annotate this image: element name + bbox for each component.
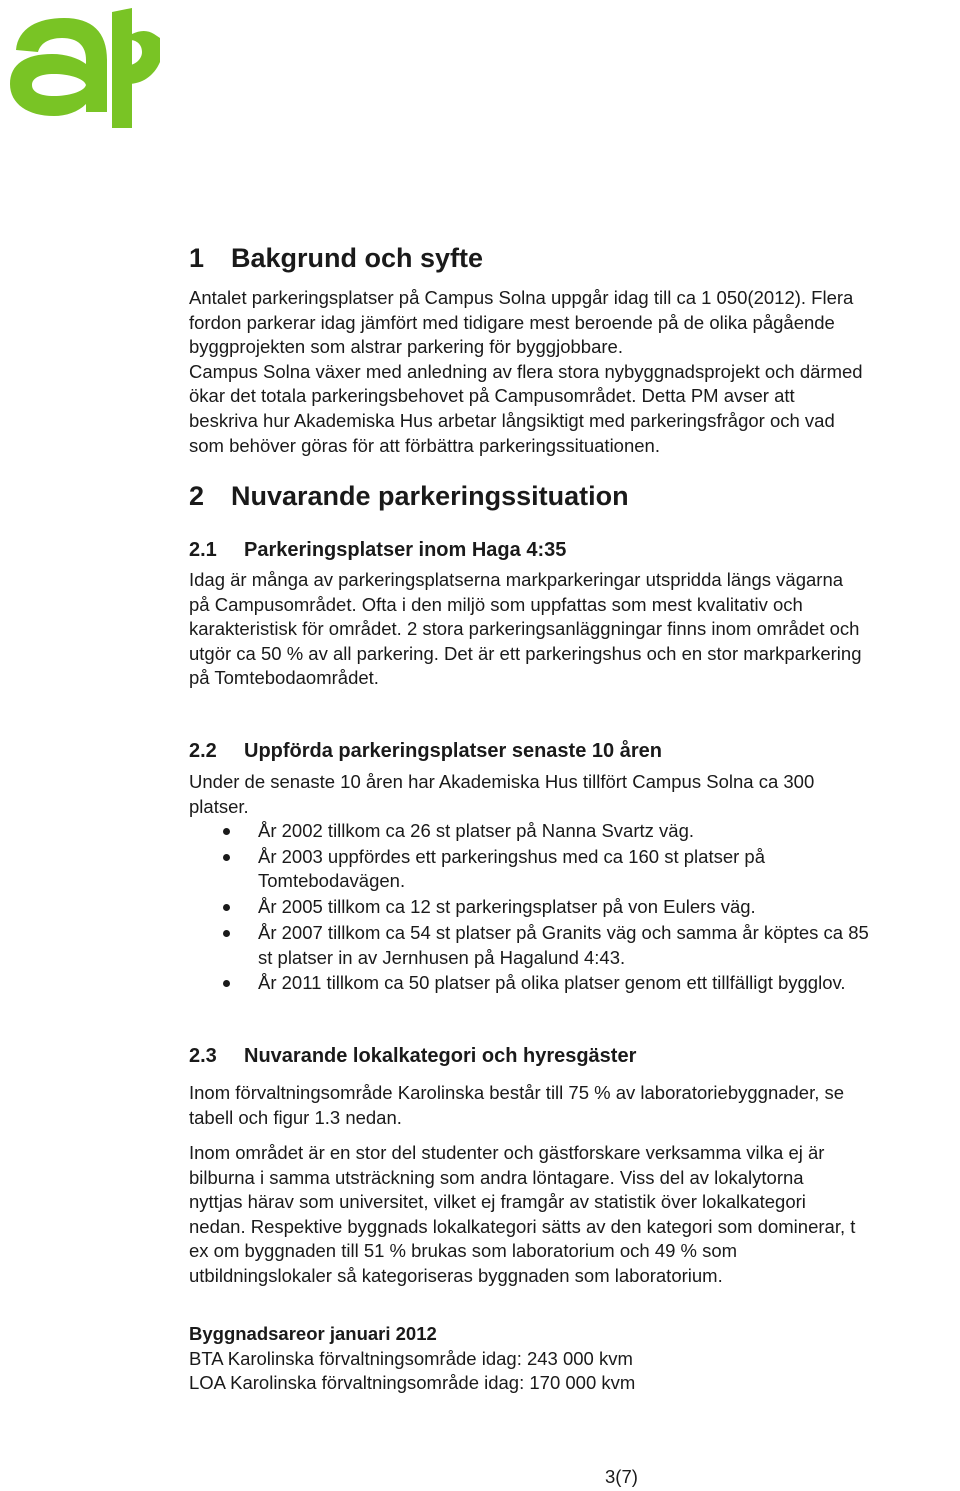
section-1-heading: 1 Bakgrund och syfte xyxy=(189,243,484,273)
section-2-3-heading: 2.3 Nuvarande lokalkategori och hyresgäster xyxy=(189,1045,637,1067)
list-item: År 2003 uppfördes ett parkeringshus med ca 160 st platser på Tomtebodavägen. xyxy=(189,845,959,894)
parking-history-list xyxy=(189,819,959,997)
building-areas-heading: Byggnadsareor januari 2012 xyxy=(189,1323,437,1344)
bta-value: BTA Karolinska förvaltningsområde idag: 243 000 kvm xyxy=(189,1347,633,1369)
list-item: År 2011 tillkom ca 50 platser på olika platser genom ett tillfälligt bygglov. xyxy=(189,971,959,996)
section-2-1-heading: 2.1 Parkeringsplatser inom Haga 4:35 xyxy=(189,539,567,561)
bullet-icon xyxy=(223,980,230,987)
section-2-heading: 2 Nuvarande parkeringssituation xyxy=(189,481,629,511)
section-2-3-paragraph-2: Inom området är en stor del studenter och gästforskare verksamma vilka ej är bilburna i samma utsträckning som andra löntagare. Viss del av lokalytorna nyttjas härav som universitet, vilket ej framgår av statistik över lokalkategori nedan. Respektive byggnads lokalkategori sätts av den kategori som dominerar, t ex om byggnaden till 51 % brukas som laboratorium och 49 % som utbildningslokaler så kategoriseras byggnaden som laboratorium. xyxy=(189,1142,856,1286)
section-1-paragraph: Antalet parkeringsplatser på Campus Solna uppgår idag till ca 1 050(2012). Flera fordon parkerar idag jämfört med tidigare mest beroende på de olika pågående byggprojekten som alstrar parkering för byggjobbare. Campus Solna växer med anledning av flera stora nybyggnadsprojekt och därmed ökar det totala parkeringsbehovet på Campusområdet. Detta PM avser att beskriva hur Akademiska Hus arbetar långsiktigt med parkeringsfrågor och vad som behöver göras för att förbättra parkeringssituationen. xyxy=(189,287,863,456)
bullet-icon xyxy=(223,904,230,911)
list-item: År 2007 tillkom ca 54 st platser på Granits väg och samma år köptes ca 85 st platser in av Jernhusen på Hagalund 4:43. xyxy=(189,921,959,970)
ap-logo xyxy=(4,4,160,128)
section-2-3-paragraph-1: Inom förvaltningsområde Karolinska består till 75 % av laboratoriebyggnader, se tabell och figur 1.3 nedan. xyxy=(189,1082,845,1128)
bullet-icon xyxy=(223,828,230,835)
list-item: År 2002 tillkom ca 26 st platser på Nanna Svartz väg. xyxy=(189,819,959,844)
loa-value: LOA Karolinska förvaltningsområde idag: 170 000 kvm xyxy=(189,1372,636,1394)
section-2-2-heading: 2.2 Uppförda parkeringsplatser senaste 10 åren xyxy=(189,740,662,762)
bullet-icon xyxy=(223,854,230,861)
section-2-1-paragraph: Idag är många av parkeringsplatserna markparkeringar utspridda längs vägarna på Campusområdet. Ofta i den miljö som uppfattas som mest kvalitativ och karakteristisk för området. 2 stora parkeringsanläggningar finns inom området och utgör ca 50 % av all parkering. Det är ett parkeringshus och en stor markparkering på Tomtebodaområdet. xyxy=(189,569,862,689)
bullet-icon xyxy=(223,930,230,937)
building-areas-block xyxy=(189,1322,959,1396)
list-item: År 2005 tillkom ca 12 st parkeringsplatser på von Eulers väg. xyxy=(189,895,959,920)
page-number: 3(7) xyxy=(605,1466,638,1487)
section-2-2-paragraph: Under de senaste 10 åren har Akademiska Hus tillfört Campus Solna ca 300 platser. xyxy=(189,771,815,817)
